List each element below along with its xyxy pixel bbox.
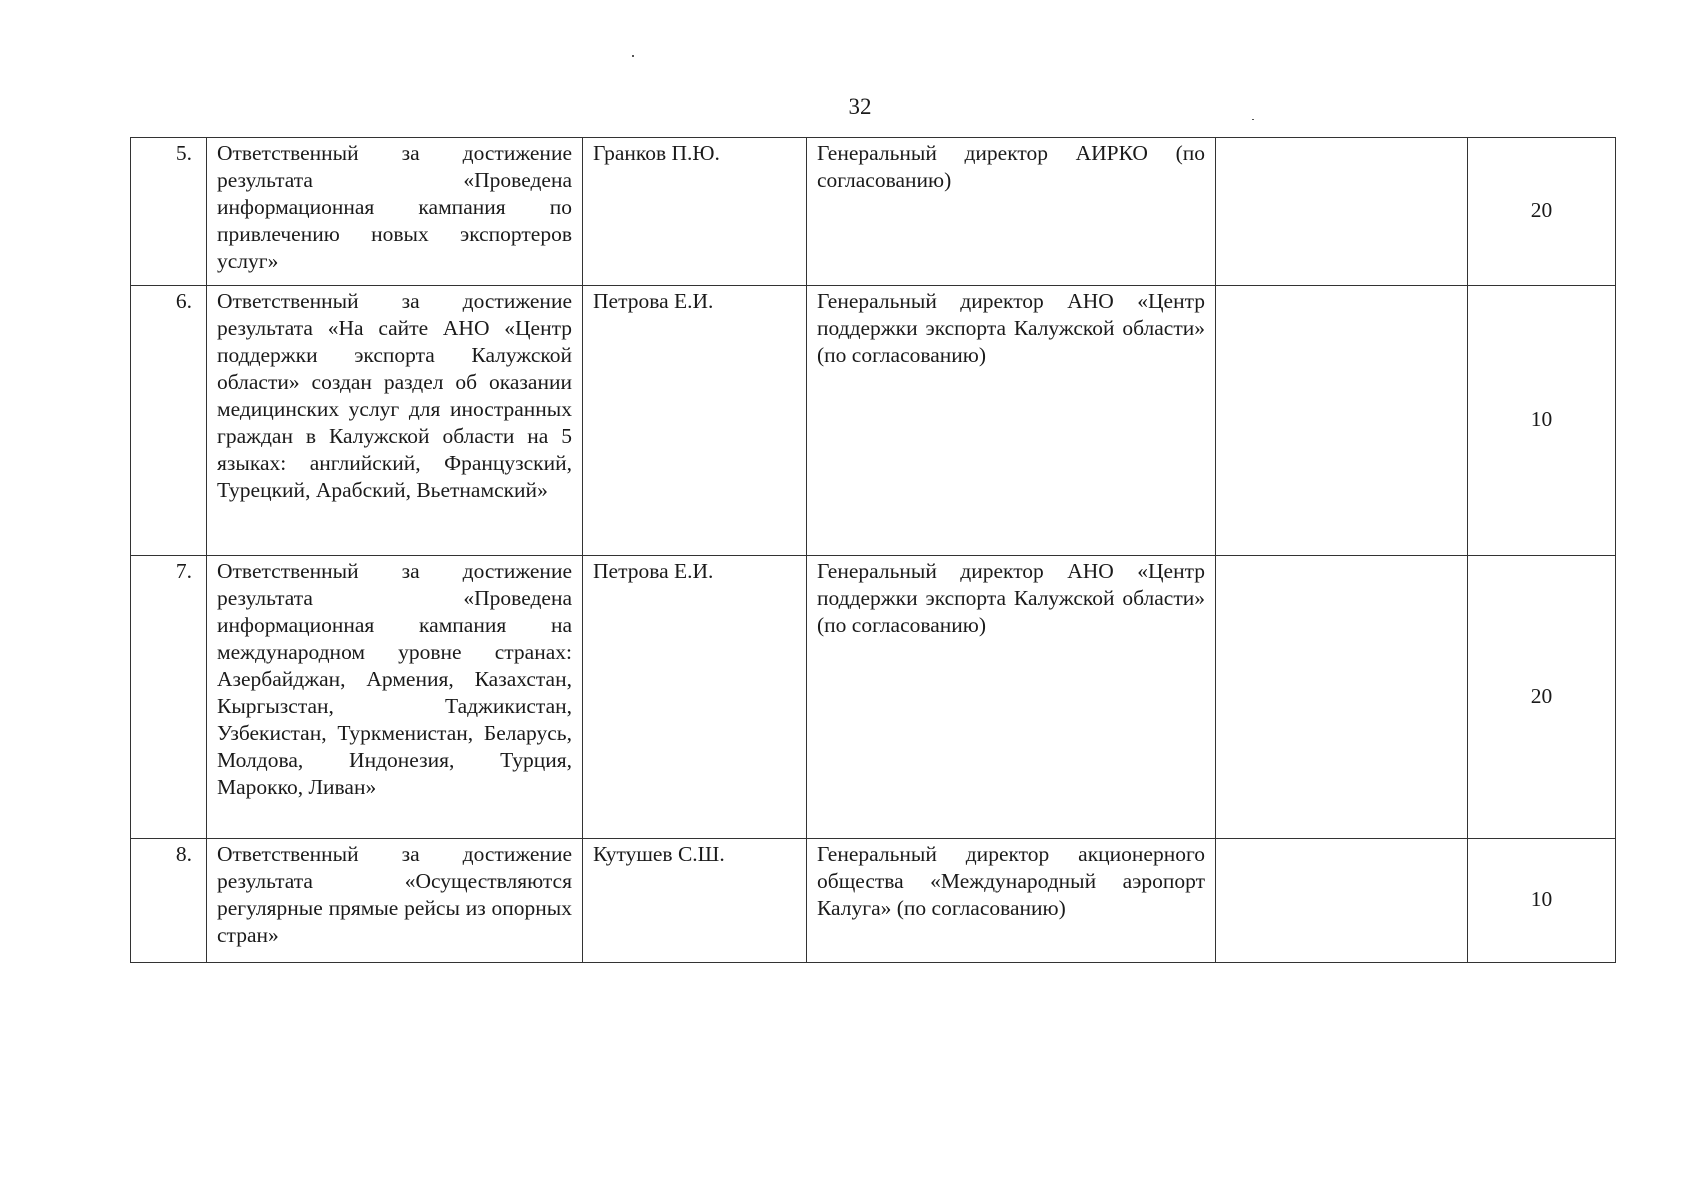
responsible-person: Петрова Е.И. [583,556,807,839]
table-row [131,556,1616,839]
table-row [131,286,1616,556]
table-row [131,839,1616,963]
empty-cell [1216,556,1468,839]
responsible-position: Генеральный директор АНО «Центр поддержки экспорта Калужской области» (по согласованию) [807,286,1216,556]
row-number: 8. [131,839,207,963]
score-value: 10 [1468,839,1616,963]
row-number: 6. [131,286,207,556]
responsibility-table [130,137,1616,963]
scan-speck [632,55,634,57]
score-value: 20 [1468,556,1616,839]
empty-cell [1216,286,1468,556]
score-value: 20 [1468,138,1616,286]
responsible-position: Генеральный директор АНО «Центр поддержки экспорта Калужской области» (по согласованию) [807,556,1216,839]
empty-cell [1216,138,1468,286]
responsible-person: Гранков П.Ю. [583,138,807,286]
result-description: Ответственный за достижение результата «Проведена информационная кампания по привлечению новых экспортеров услуг» [207,138,583,286]
table-row [131,138,1616,286]
page-number: 32 [848,94,872,119]
responsible-person: Петрова Е.И. [583,286,807,556]
responsible-person: Кутушев С.Ш. [583,839,807,963]
result-description: Ответственный за достижение результата «Осуществляются регулярные прямые рейсы из опорных стран» [207,839,583,963]
result-description: Ответственный за достижение результата «Проведена информационная кампания на международном уровне странах: Азербайджан, Армения, Казахстан, Кыргызстан, Таджикистан, Узбекистан, Туркменистан, Беларусь, Молдова, Индонезия, Турция, Марокко, Ливан» [207,556,583,839]
row-number: 7. [131,556,207,839]
responsible-position: Генеральный директор АИРКО (по согласованию) [807,138,1216,286]
empty-cell [1216,839,1468,963]
responsible-position: Генеральный директор акционерного общества «Международный аэропорт Калуга» (по согласованию) [807,839,1216,963]
score-value: 10 [1468,286,1616,556]
result-description: Ответственный за достижение результата «На сайте АНО «Центр поддержки экспорта Калужской области» создан раздел об оказании медицинских услуг для иностранных граждан в Калужской области на 5 языках: английский, Французский, Турецкий, Арабский, Вьетнамский» [207,286,583,556]
row-number: 5. [131,138,207,286]
